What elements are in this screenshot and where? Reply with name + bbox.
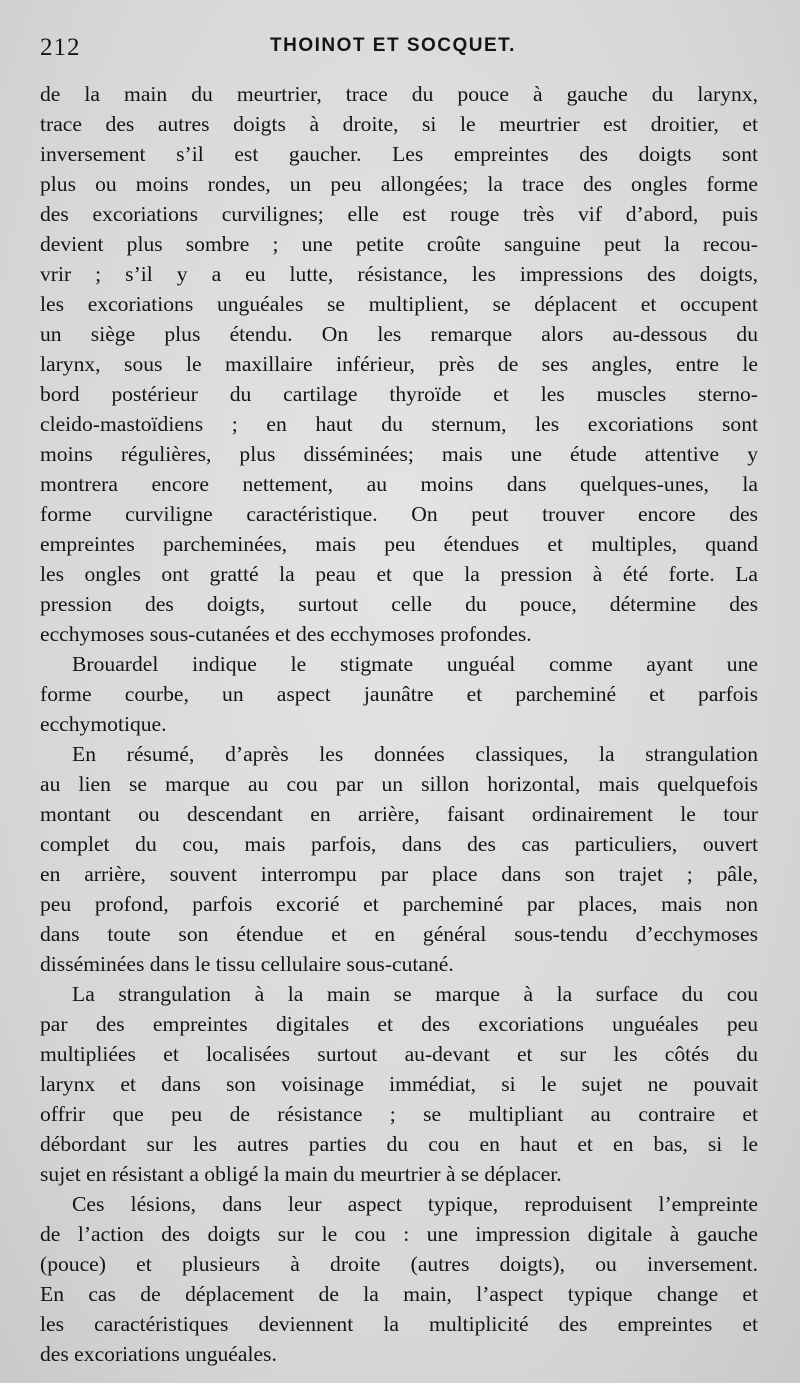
text-line: larynx et dans son voisinage immédiat, si le sujet ne pouvait <box>40 1072 758 1096</box>
text-line: en arrière, souvent interrompu par place dans son trajet ; pâle, <box>40 862 758 886</box>
text-line: plus ou moins rondes, un peu allongées; la trace des ongles forme <box>40 172 758 196</box>
text-line: La strangulation à la main se marque à la surface du cou <box>72 982 758 1006</box>
text-line: un siège plus étendu. On les remarque alors au-dessous du <box>40 322 758 346</box>
text-line: des excoriations unguéales. <box>40 1342 277 1366</box>
text-line: les excoriations unguéales se multiplient, se déplacent et occupent <box>40 292 758 316</box>
text-line: dans toute son étendue et en général sous-tendu d’ecchymoses <box>40 922 758 946</box>
text-line: larynx, sous le maxillaire inférieur, près de ses angles, entre le <box>40 352 758 376</box>
text-line: montrera encore nettement, au moins dans quelques-unes, la <box>40 472 758 496</box>
text-line: de la main du meurtrier, trace du pouce à gauche du larynx, <box>40 82 758 106</box>
paragraph <box>40 79 758 649</box>
text-line: trace des autres doigts à droite, si le meurtrier est droitier, et <box>40 112 758 136</box>
text-line: En cas de déplacement de la main, l’aspect typique change et <box>40 1282 758 1306</box>
text-line: Brouardel indique le stigmate unguéal comme ayant une <box>72 652 758 676</box>
text-line: débordant sur les autres parties du cou en haut et en bas, si le <box>40 1132 758 1156</box>
body-text <box>40 79 758 1369</box>
text-line: Ces lésions, dans leur aspect typique, reproduisent l’empreinte <box>72 1192 758 1216</box>
text-line: les caractéristiques deviennent la multiplicité des empreintes et <box>40 1312 758 1336</box>
text-line: inversement s’il est gaucher. Les empreintes des doigts sont <box>40 142 758 166</box>
text-line: complet du cou, mais parfois, dans des cas particuliers, ouvert <box>40 832 758 856</box>
text-line: cleido-mastoïdiens ; en haut du sternum, les excoriations sont <box>40 412 758 436</box>
text-line: En résumé, d’après les données classiques, la strangulation <box>72 742 758 766</box>
paragraph <box>40 979 758 1189</box>
text-line: empreintes parcheminées, mais peu étendues et multiples, quand <box>40 532 758 556</box>
text-line: moins régulières, plus disséminées; mais une étude attentive y <box>40 442 758 466</box>
text-line: les ongles ont gratté la peau et que la pression à été forte. La <box>40 562 758 586</box>
text-line: devient plus sombre ; une petite croûte sanguine peut la recou- <box>40 232 758 256</box>
text-line: pression des doigts, surtout celle du pouce, détermine des <box>40 592 758 616</box>
text-line: au lien se marque au cou par un sillon horizontal, mais quelquefois <box>40 772 758 796</box>
text-line: ecchymoses sous-cutanées et des ecchymoses profondes. <box>40 622 532 646</box>
text-line: ecchymotique. <box>40 712 167 736</box>
text-line: montant ou descendant en arrière, faisant ordinairement le tour <box>40 802 758 826</box>
text-line: forme curviligne caractéristique. On peut trouver encore des <box>40 502 758 526</box>
running-head <box>40 30 760 66</box>
text-line: multipliées et localisées surtout au-devant et sur les côtés du <box>40 1042 758 1066</box>
paragraph <box>40 649 758 739</box>
text-line: sujet en résistant a obligé la main du meurtrier à se déplacer. <box>40 1162 562 1186</box>
text-line: forme courbe, un aspect jaunâtre et parcheminé et parfois <box>40 682 758 706</box>
text-line: des excoriations curvilignes; elle est rouge très vif d’abord, puis <box>40 202 758 226</box>
paragraph <box>40 1189 758 1369</box>
text-line: (pouce) et plusieurs à droite (autres doigts), ou inversement. <box>40 1252 758 1276</box>
text-line: disséminées dans le tissu cellulaire sous-cutané. <box>40 952 454 976</box>
text-line: offrir que peu de résistance ; se multipliant au contraire et <box>40 1102 758 1126</box>
running-title: THOINOT ET SOCQUET. <box>270 35 516 56</box>
text-line: par des empreintes digitales et des excoriations unguéales peu <box>40 1012 758 1036</box>
text-line: peu profond, parfois excorié et parcheminé par places, mais non <box>40 892 758 916</box>
text-line: bord postérieur du cartilage thyroïde et les muscles sterno- <box>40 382 758 406</box>
page-number: 212 <box>40 34 81 61</box>
paragraph <box>40 739 758 979</box>
text-line: de l’action des doigts sur le cou : une impression digitale à gauche <box>40 1222 758 1246</box>
text-line: vrir ; s’il y a eu lutte, résistance, les impressions des doigts, <box>40 262 758 286</box>
